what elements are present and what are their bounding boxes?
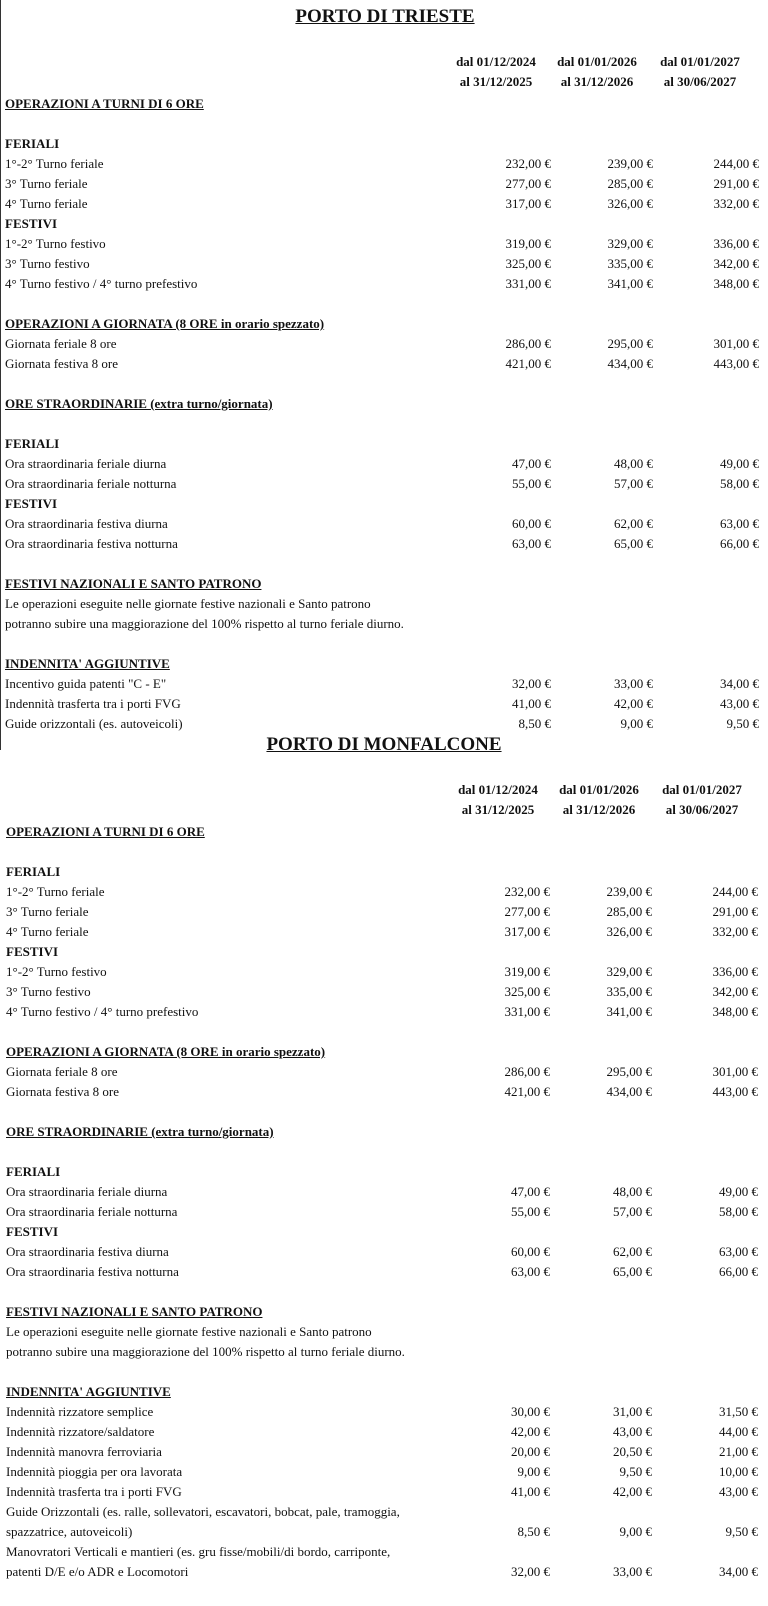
tariff-value-period-3: 291,00 € <box>712 904 758 919</box>
tariff-value-period-3: 348,00 € <box>712 1004 758 1019</box>
subheading: FERIALI <box>6 1164 61 1179</box>
tariff-label: Ora straordinaria festiva diurna <box>6 1244 169 1259</box>
tariff-value-period-2: 43,00 € <box>613 1424 652 1439</box>
tariff-row <box>0 1402 768 1422</box>
tariff-value-period-2: 341,00 € <box>606 1004 652 1019</box>
subheading: FERIALI <box>5 136 60 151</box>
tariff-value-period-1: 20,00 € <box>511 1444 550 1459</box>
note-text: potranno subire una maggiorazione del 100% rispetto al turno feriale diurno. <box>6 1344 405 1359</box>
tariff-value-period-1: 319,00 € <box>504 964 550 979</box>
tariff-value-period-2: 33,00 € <box>613 1564 652 1579</box>
tariff-label: Indennità trasferta tra i porti FVG <box>5 696 181 711</box>
tariff-value-period-1: 47,00 € <box>512 456 551 471</box>
note-row <box>0 1342 768 1362</box>
tariff-value-period-2: 434,00 € <box>607 356 653 371</box>
port-monfalcone-section <box>0 734 768 1606</box>
tariff-value-period-1: 286,00 € <box>505 336 551 351</box>
tariff-row <box>0 1442 768 1462</box>
subheading-row <box>0 862 768 882</box>
tariff-label: 1°-2° Turno feriale <box>5 156 104 171</box>
section-heading: INDENNITA' AGGIUNTIVE <box>5 656 170 671</box>
tariff-value-period-1: 325,00 € <box>504 984 550 999</box>
tariff-value-period-3: 244,00 € <box>712 884 758 899</box>
tariff-value-period-3: 58,00 € <box>719 1204 758 1219</box>
tariff-label: spazzatrice, autoveicoli) <box>6 1524 133 1539</box>
tariff-row <box>1 674 768 694</box>
period-start: dal 01/12/2024 <box>456 54 536 69</box>
tariff-label: 3° Turno feriale <box>5 176 88 191</box>
tariff-row <box>0 1202 768 1222</box>
tariff-row <box>1 514 768 534</box>
period-start: dal 01/01/2026 <box>557 54 637 69</box>
tariff-row <box>0 1422 768 1442</box>
note-text: Le operazioni eseguite nelle giornate festive nazionali e Santo patrono <box>5 596 371 611</box>
section-heading: OPERAZIONI A GIORNATA (8 ORE in orario spezzato) <box>6 1044 326 1059</box>
tariff-value-period-1: 60,00 € <box>511 1244 550 1259</box>
subheading-row <box>0 1162 768 1182</box>
tariff-value-period-3: 348,00 € <box>713 276 759 291</box>
tariff-row <box>1 714 768 734</box>
tariff-value-period-3: 342,00 € <box>713 256 759 271</box>
tariff-value-period-3: 49,00 € <box>719 1184 758 1199</box>
tariff-value-period-3: 43,00 € <box>719 1484 758 1499</box>
tariff-row <box>0 922 768 942</box>
port-title: PORTO DI MONFALCONE <box>266 734 502 755</box>
tariff-value-period-1: 331,00 € <box>505 276 551 291</box>
period-header-2 <box>550 780 648 820</box>
subheading-row <box>1 494 768 514</box>
tariff-value-period-2: 239,00 € <box>607 156 653 171</box>
note-text: potranno subire una maggiorazione del 100% rispetto al turno feriale diurno. <box>5 616 404 631</box>
period-header-3 <box>651 52 749 92</box>
tariff-row <box>0 1242 768 1262</box>
tariff-row <box>1 194 768 214</box>
tariff-value-period-3: 342,00 € <box>712 984 758 999</box>
tariff-value-period-2: 65,00 € <box>614 536 653 551</box>
tariff-value-period-2: 31,00 € <box>613 1404 652 1419</box>
tariff-label: Ora straordinaria festiva diurna <box>5 516 168 531</box>
tariff-label: 4° Turno feriale <box>5 196 88 211</box>
tariff-value-period-2: 239,00 € <box>606 884 652 899</box>
tariff-value-period-1: 317,00 € <box>504 924 550 939</box>
subheading: FERIALI <box>5 436 60 451</box>
tariff-value-period-3: 44,00 € <box>719 1424 758 1439</box>
tariff-value-period-2: 48,00 € <box>614 456 653 471</box>
tariff-label: patenti D/E e/o ADR e Locomotori <box>6 1564 189 1579</box>
tariff-row <box>1 694 768 714</box>
tariff-label: Ora straordinaria feriale diurna <box>6 1184 168 1199</box>
tariff-value-period-1: 47,00 € <box>511 1184 550 1199</box>
subheading: FESTIVI <box>5 496 58 511</box>
section-heading-row <box>0 1042 768 1062</box>
tariff-label: Indennità pioggia per ora lavorata <box>6 1464 183 1479</box>
tariff-value-period-1: 30,00 € <box>511 1404 550 1419</box>
tariff-row <box>1 334 768 354</box>
tariff-value-period-2: 335,00 € <box>606 984 652 999</box>
tariff-value-period-3: 301,00 € <box>712 1064 758 1079</box>
tariff-value-period-2: 341,00 € <box>607 276 653 291</box>
tariff-value-period-2: 9,00 € <box>619 1524 652 1539</box>
tariff-value-period-1: 41,00 € <box>511 1484 550 1499</box>
subheading-row <box>0 942 768 962</box>
tariff-value-period-1: 319,00 € <box>505 236 551 251</box>
period-header-1 <box>447 52 545 92</box>
tariff-value-period-1: 317,00 € <box>505 196 551 211</box>
tariff-value-period-3: 10,00 € <box>719 1464 758 1479</box>
tariff-label: 1°-2° Turno festivo <box>5 236 106 251</box>
section-heading: ORE STRAORDINARIE (extra turno/giornata) <box>6 1124 274 1139</box>
tariff-value-period-2: 335,00 € <box>607 256 653 271</box>
tariff-value-period-2: 62,00 € <box>614 516 653 531</box>
tariff-row <box>0 902 768 922</box>
subheading-row <box>1 134 768 154</box>
subheading: FESTIVI <box>6 1224 59 1239</box>
section-heading-row <box>1 314 768 334</box>
section-heading-row <box>1 654 768 674</box>
period-end: al 31/12/2025 <box>459 74 533 89</box>
note-row <box>1 614 768 634</box>
tariff-value-period-1: 232,00 € <box>504 884 550 899</box>
section-heading-row <box>1 394 768 414</box>
tariff-value-period-2: 329,00 € <box>606 964 652 979</box>
period-end: al 30/06/2027 <box>663 74 737 89</box>
tariff-value-period-3: 49,00 € <box>720 456 759 471</box>
tariff-value-period-1: 42,00 € <box>511 1424 550 1439</box>
tariff-value-period-2: 42,00 € <box>613 1484 652 1499</box>
tariff-label: Indennità rizzatore semplice <box>6 1404 154 1419</box>
tariff-label: Giornata feriale 8 ore <box>5 336 117 351</box>
period-header-2 <box>548 52 646 92</box>
tariff-value-period-2: 57,00 € <box>613 1204 652 1219</box>
tariff-value-period-1: 55,00 € <box>511 1204 550 1219</box>
tariff-value-period-3: 66,00 € <box>720 536 759 551</box>
tariff-value-period-1: 277,00 € <box>505 176 551 191</box>
tariff-value-period-2: 9,50 € <box>619 1464 652 1479</box>
tariff-label: 3° Turno feriale <box>6 904 89 919</box>
tariff-row <box>1 354 768 374</box>
period-start: dal 01/12/2024 <box>458 782 538 797</box>
tariff-value-period-1: 60,00 € <box>512 516 551 531</box>
section-heading: ORE STRAORDINARIE (extra turno/giornata) <box>5 396 273 411</box>
tariff-label: 4° Turno feriale <box>6 924 89 939</box>
tariff-value-period-1: 421,00 € <box>505 356 551 371</box>
section-heading-row <box>0 1382 768 1402</box>
tariff-value-period-2: 9,00 € <box>620 716 653 731</box>
subheading-row <box>1 434 768 454</box>
tariff-label: Ora straordinaria feriale diurna <box>5 456 167 471</box>
tariff-value-period-3: 332,00 € <box>713 196 759 211</box>
tariff-value-period-2: 285,00 € <box>607 176 653 191</box>
tariff-value-period-1: 63,00 € <box>512 536 551 551</box>
tariff-row <box>0 1562 768 1582</box>
subheading: FESTIVI <box>6 944 59 959</box>
tariff-value-period-1: 421,00 € <box>504 1084 550 1099</box>
tariff-value-period-2: 42,00 € <box>614 696 653 711</box>
period-start: dal 01/01/2027 <box>660 54 740 69</box>
period-end: al 30/06/2027 <box>665 802 739 817</box>
period-header-3 <box>653 780 751 820</box>
tariff-row <box>1 274 768 294</box>
tariff-value-period-2: 20,50 € <box>613 1444 652 1459</box>
tariff-value-period-2: 295,00 € <box>606 1064 652 1079</box>
tariff-label: 4° Turno festivo / 4° turno prefestivo <box>5 276 198 291</box>
tariff-value-period-2: 48,00 € <box>613 1184 652 1199</box>
section-heading-row <box>1 574 768 594</box>
tariff-value-period-2: 326,00 € <box>607 196 653 211</box>
period-end: al 31/12/2026 <box>560 74 634 89</box>
tariff-value-period-3: 301,00 € <box>713 336 759 351</box>
section-heading-row <box>0 1302 768 1322</box>
tariff-value-period-2: 434,00 € <box>606 1084 652 1099</box>
tariff-value-period-3: 63,00 € <box>719 1244 758 1259</box>
section-heading: OPERAZIONI A GIORNATA (8 ORE in orario spezzato) <box>5 316 325 331</box>
tariff-value-period-3: 63,00 € <box>720 516 759 531</box>
tariff-value-period-1: 32,00 € <box>511 1564 550 1579</box>
tariff-row <box>0 882 768 902</box>
tariff-row <box>1 254 768 274</box>
note-text: Manovratori Verticali e mantieri (es. gru fisse/mobili/di bordo, carriponte, <box>6 1544 391 1559</box>
note-row <box>0 1322 768 1342</box>
tariff-value-period-1: 325,00 € <box>505 256 551 271</box>
tariff-row <box>1 174 768 194</box>
note-row <box>1 594 768 614</box>
tariff-value-period-1: 63,00 € <box>511 1264 550 1279</box>
tariff-label: Giornata festiva 8 ore <box>5 356 118 371</box>
tariff-label: Ora straordinaria feriale notturna <box>6 1204 178 1219</box>
section-heading: OPERAZIONI A TURNI DI 6 ORE <box>6 824 205 839</box>
tariff-value-period-2: 295,00 € <box>607 336 653 351</box>
tariff-label: Giornata festiva 8 ore <box>6 1084 119 1099</box>
tariff-value-period-1: 41,00 € <box>512 696 551 711</box>
tariff-row <box>1 234 768 254</box>
tariff-value-period-1: 32,00 € <box>512 676 551 691</box>
tariff-label: Ora straordinaria feriale notturna <box>5 476 177 491</box>
period-end: al 31/12/2025 <box>461 802 535 817</box>
note-text: Guide Orizzontali (es. ralle, sollevatori, escavatori, bobcat, pale, tramoggia, <box>6 1504 400 1519</box>
tariff-value-period-1: 9,00 € <box>517 1464 550 1479</box>
tariff-value-period-3: 244,00 € <box>713 156 759 171</box>
tariff-value-period-3: 332,00 € <box>712 924 758 939</box>
port-trieste-section <box>0 0 768 750</box>
note-text: Le operazioni eseguite nelle giornate festive nazionali e Santo patrono <box>6 1324 372 1339</box>
tariff-label: Ora straordinaria festiva notturna <box>5 536 178 551</box>
tariff-label: Ora straordinaria festiva notturna <box>6 1264 179 1279</box>
section-heading: INDENNITA' AGGIUNTIVE <box>6 1384 171 1399</box>
tariff-value-period-3: 21,00 € <box>719 1444 758 1459</box>
subheading: FERIALI <box>6 864 61 879</box>
tariff-row <box>0 982 768 1002</box>
tariff-value-period-1: 331,00 € <box>504 1004 550 1019</box>
tariff-value-period-1: 277,00 € <box>504 904 550 919</box>
port-title: PORTO DI TRIESTE <box>295 6 475 27</box>
tariff-value-period-3: 443,00 € <box>713 356 759 371</box>
tariff-value-period-1: 286,00 € <box>504 1064 550 1079</box>
tariff-value-period-3: 9,50 € <box>726 716 759 731</box>
tariff-row <box>1 154 768 174</box>
section-heading: FESTIVI NAZIONALI E SANTO PATRONO <box>6 1304 263 1319</box>
subheading-row <box>0 1222 768 1242</box>
section-heading-row <box>0 822 768 842</box>
tariff-label: Indennità rizzatore/saldatore <box>6 1424 155 1439</box>
tariff-value-period-1: 55,00 € <box>512 476 551 491</box>
section-heading: FESTIVI NAZIONALI E SANTO PATRONO <box>5 576 262 591</box>
period-end: al 31/12/2026 <box>562 802 636 817</box>
tariff-row <box>1 534 768 554</box>
tariff-value-period-2: 326,00 € <box>606 924 652 939</box>
note-row <box>0 1502 768 1522</box>
period-header-1 <box>449 780 547 820</box>
period-start: dal 01/01/2026 <box>559 782 639 797</box>
tariff-label: Giornata feriale 8 ore <box>6 1064 118 1079</box>
tariff-value-period-3: 34,00 € <box>719 1564 758 1579</box>
tariff-value-period-3: 31,50 € <box>719 1404 758 1419</box>
section-heading-row <box>0 1122 768 1142</box>
tariff-row <box>0 1522 768 1542</box>
period-start: dal 01/01/2027 <box>662 782 742 797</box>
subheading: FESTIVI <box>5 216 58 231</box>
tariff-label: Indennità trasferta tra i porti FVG <box>6 1484 182 1499</box>
tariff-value-period-1: 232,00 € <box>505 156 551 171</box>
tariff-value-period-2: 33,00 € <box>614 676 653 691</box>
tariff-row <box>1 474 768 494</box>
tariff-value-period-3: 443,00 € <box>712 1084 758 1099</box>
tariff-label: 1°-2° Turno feriale <box>6 884 105 899</box>
tariff-row <box>0 1082 768 1102</box>
tariff-row <box>0 1482 768 1502</box>
tariff-row <box>0 1462 768 1482</box>
tariff-row <box>0 1062 768 1082</box>
tariff-label: 3° Turno festivo <box>6 984 91 999</box>
tariff-label: Guide orizzontali (es. autoveicoli) <box>5 716 183 731</box>
tariff-value-period-3: 34,00 € <box>720 676 759 691</box>
tariff-value-period-1: 8,50 € <box>518 716 551 731</box>
tariff-value-period-3: 291,00 € <box>713 176 759 191</box>
tariff-value-period-3: 9,50 € <box>725 1524 758 1539</box>
tariff-label: Incentivo guida patenti "C - E" <box>5 676 167 691</box>
tariff-value-period-3: 58,00 € <box>720 476 759 491</box>
tariff-value-period-2: 285,00 € <box>606 904 652 919</box>
tariff-row <box>0 962 768 982</box>
tariff-value-period-2: 62,00 € <box>613 1244 652 1259</box>
tariff-label: 1°-2° Turno festivo <box>6 964 107 979</box>
tariff-label: 4° Turno festivo / 4° turno prefestivo <box>6 1004 199 1019</box>
tariff-value-period-3: 66,00 € <box>719 1264 758 1279</box>
note-row <box>0 1542 768 1562</box>
tariff-value-period-3: 336,00 € <box>713 236 759 251</box>
subheading-row <box>1 214 768 234</box>
section-heading-row <box>1 94 768 114</box>
tariff-value-period-1: 8,50 € <box>517 1524 550 1539</box>
tariff-row <box>0 1262 768 1282</box>
tariff-value-period-2: 329,00 € <box>607 236 653 251</box>
tariff-value-period-3: 336,00 € <box>712 964 758 979</box>
tariff-value-period-2: 65,00 € <box>613 1264 652 1279</box>
tariff-label: 3° Turno festivo <box>5 256 90 271</box>
tariff-value-period-3: 43,00 € <box>720 696 759 711</box>
tariff-row <box>0 1002 768 1022</box>
tariff-label: Indennità manovra ferroviaria <box>6 1444 162 1459</box>
tariff-row <box>1 454 768 474</box>
tariff-row <box>0 1182 768 1202</box>
tariff-value-period-2: 57,00 € <box>614 476 653 491</box>
section-heading: OPERAZIONI A TURNI DI 6 ORE <box>5 96 204 111</box>
